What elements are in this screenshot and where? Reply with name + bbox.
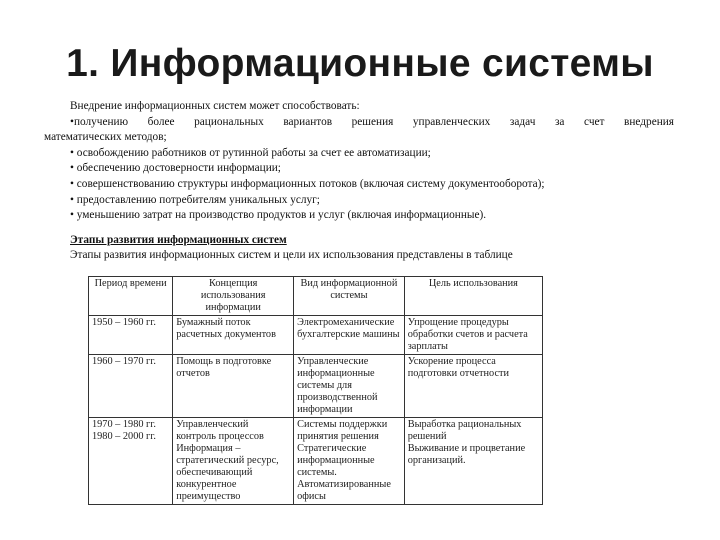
bullet-item-0-part1: •получению более рациональных вариантов решения управленческих задач за счет внедрения: [70, 115, 674, 128]
cell-concept-b: Информация – стратегический ресурс, обеспечивающий конкурентное преимущество: [176, 443, 279, 502]
cell-concept: [173, 418, 294, 505]
cell-system-b: Стратегические информационные системы. Автоматизированные офисы: [297, 443, 391, 502]
bullet-item-1: • освобождению работников от рутинной работы за счет ее автоматизации;: [70, 146, 431, 159]
cell-period: 1950 – 1960 гг.: [89, 316, 173, 355]
cell-period: 1960 – 1970 гг.: [89, 355, 173, 418]
cell-period: [89, 418, 173, 505]
slide-title: 1. Информационные системы: [66, 42, 654, 85]
header-system: Вид информационной системы: [294, 277, 405, 316]
header-concept: Концепция использования информации: [173, 277, 294, 316]
bullet-item-3: • совершенствованию структуры информационных потоков (включая систему документооборота);: [70, 177, 545, 190]
document-body: [44, 99, 674, 264]
cell-goal: Ускорение процесса подготовки отчетности: [404, 355, 542, 418]
cell-goal-b: Выживание и процветание организаций.: [407, 443, 526, 466]
table-row: [89, 418, 543, 505]
cell-concept-a: Управленческий контроль процессов: [176, 419, 264, 442]
header-period: Период времени: [89, 277, 173, 316]
bullet-item-4: • предоставлению потребителям уникальных услуг;: [70, 193, 320, 206]
cell-period-a: 1970 – 1980 гг.: [92, 419, 156, 430]
intro-text: Внедрение информационных систем может способствовать:: [70, 100, 360, 112]
cell-concept: Бумажный поток расчетных документов: [173, 316, 294, 355]
table-row: [89, 316, 543, 355]
cell-goal-a: Выработка рациональных решений: [407, 419, 522, 442]
bullet-item-5: • уменьшению затрат на производство продуктов и услуг (включая информационные).: [70, 209, 487, 222]
cell-goal: [404, 418, 542, 505]
bullet-item-2: • обеспечению достоверности информации;: [70, 162, 281, 175]
stages-text: Этапы развития информационных систем и цели их использования представлены в таблице: [70, 249, 513, 262]
cell-goal: Упрощение процедуры обработки счетов и расчета зарплаты: [404, 316, 542, 355]
stages-heading: Этапы развития информационных систем: [70, 233, 287, 246]
cell-system: Управленческие информационные системы для производственной информации: [294, 355, 405, 418]
cell-period-b: 1980 – 2000 гг.: [92, 431, 156, 442]
table-header-row: [89, 277, 543, 316]
bullet-item-0-part2: математических методов;: [44, 131, 167, 144]
cell-concept: Помощь в подготовке отчетов: [173, 355, 294, 418]
cell-system: Электромеханические бухгалтерские машины: [294, 316, 405, 355]
cell-system-a: Системы поддержки принятия решения: [297, 419, 388, 442]
table-row: [89, 355, 543, 418]
cell-system: [294, 418, 405, 505]
header-goal: Цель использования: [404, 277, 542, 316]
stages-table: [88, 276, 543, 505]
